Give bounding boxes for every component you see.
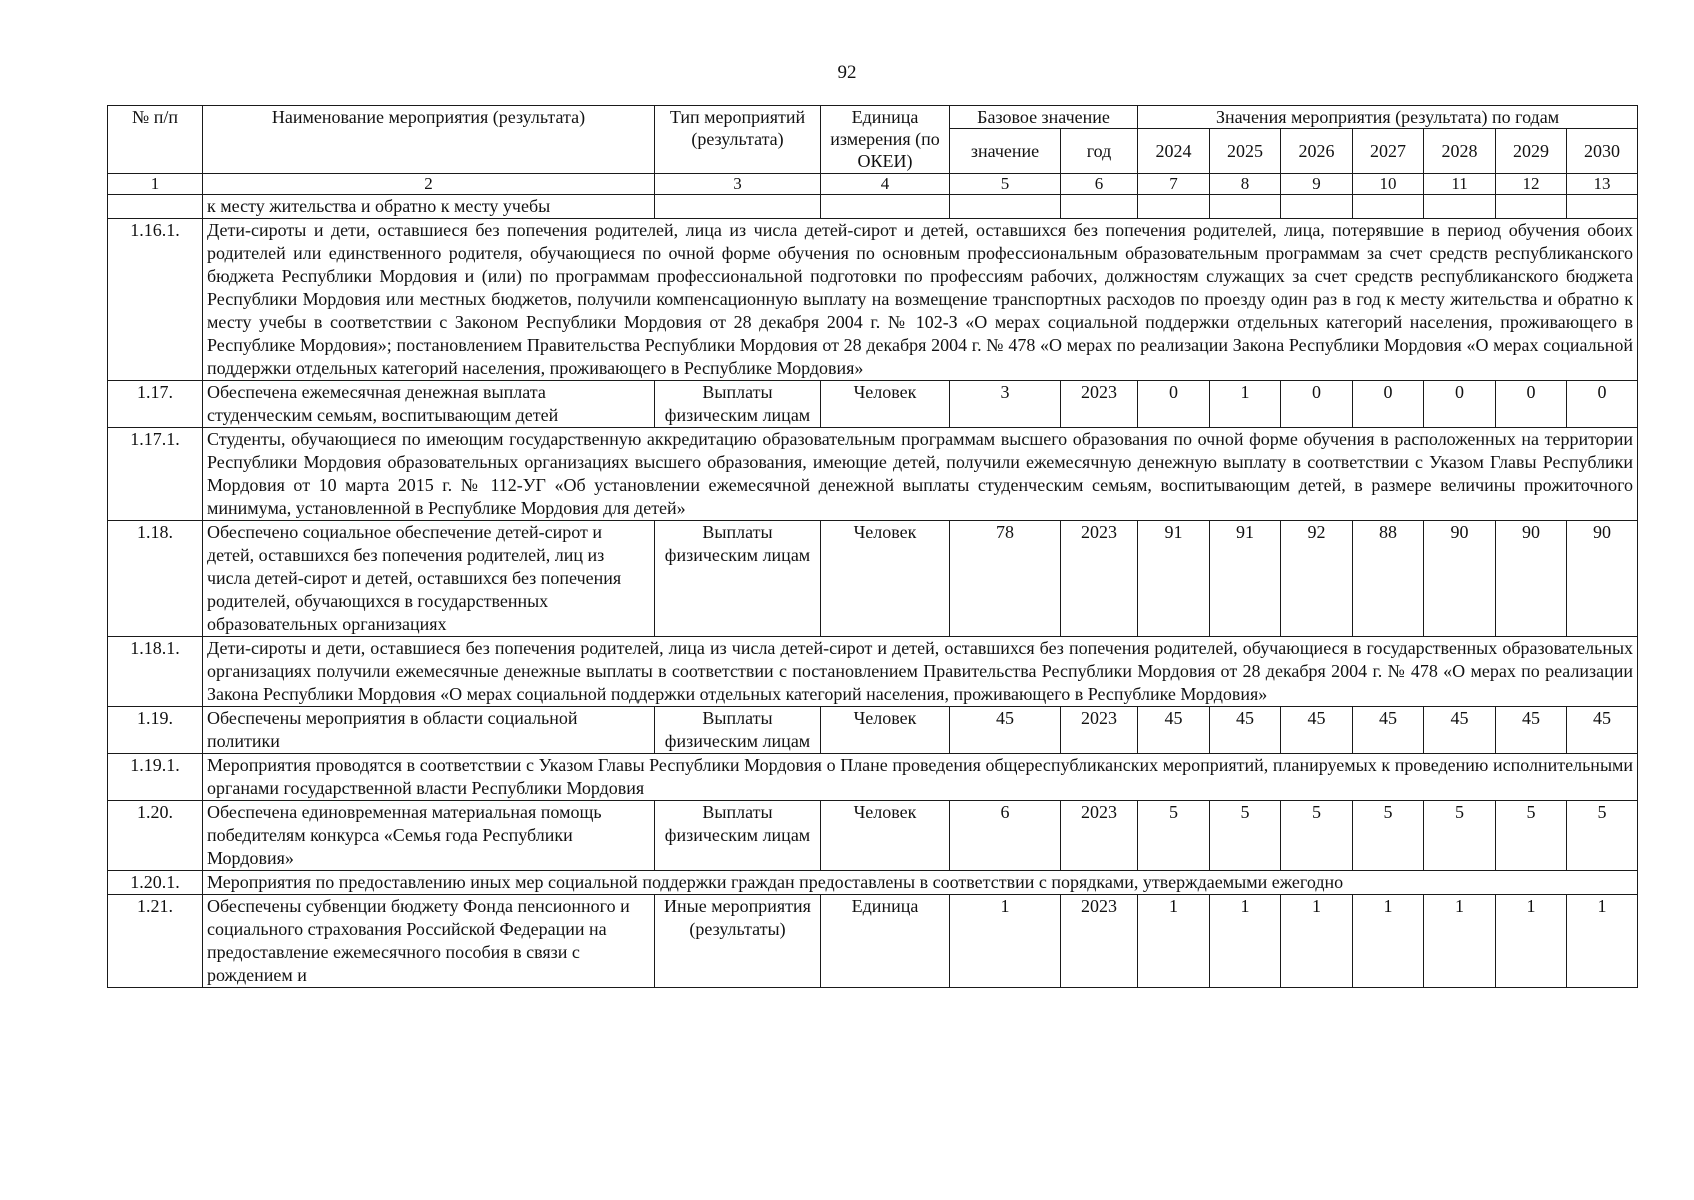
value-2025: 91 [1210, 521, 1281, 637]
value-2028: 45 [1424, 707, 1496, 754]
column-numbers-row [108, 174, 1638, 195]
base-year: 2023 [1061, 707, 1138, 754]
row-number: 1.19.1. [108, 754, 203, 801]
page-number: 92 [837, 62, 857, 83]
value-2025: 1 [1210, 381, 1281, 428]
header-year-2030: 2030 [1567, 129, 1638, 174]
value-2027: 0 [1353, 381, 1424, 428]
measure-name: Обеспечена единовременная материальная помощь победителям конкурса «Семья года Республики Мордовия» [203, 801, 655, 871]
value-2029: 45 [1496, 707, 1567, 754]
table-row-measure [108, 521, 1638, 637]
value-2028: 0 [1424, 381, 1496, 428]
base-value: 78 [950, 521, 1061, 637]
value-2030: 90 [1567, 521, 1638, 637]
row-description: Дети-сироты и дети, оставшиеся без попечения родителей, лица из числа детей-сирот и детей, оставшихся без попечения родителей, обучающиеся в государственных образовательных организациях получили ежемесячные денежные выплаты в соответствии с постановлением Правительства Республики Мордовия от 28 декабря 2004 г. № 478 «О мерах по реализации Закона Республики Мордовия «О мерах социальной поддержки отдельных категорий населения, проживающего в Республике Мордовия» [203, 637, 1638, 707]
value-2024: 91 [1138, 521, 1210, 637]
header-year-2026: 2026 [1281, 129, 1353, 174]
row-number: 1.21. [108, 895, 203, 988]
table-row-measure [108, 707, 1638, 754]
column-number: 9 [1281, 174, 1353, 195]
base-value: 1 [950, 895, 1061, 988]
value-2024: 5 [1138, 801, 1210, 871]
measures-table [107, 105, 1638, 988]
header-type: Тип мероприятий (результата) [655, 106, 821, 174]
value-2024: 45 [1138, 707, 1210, 754]
base-year: 2023 [1061, 521, 1138, 637]
base-year: 2023 [1061, 381, 1138, 428]
value-2030: 1 [1567, 895, 1638, 988]
row-description: Студенты, обучающиеся по имеющим государственную аккредитацию образовательным программам высшего образования по очной форме обучения в расположенных на территории Республики Мордовия образовательных организациях высшего образования, имеющие детей, получили ежемесячную денежную выплату в соответствии с Указом Главы Республики Мордовия от 10 марта 2015 г. № 112-УГ «Об установлении ежемесячной денежной выплаты студенческим семьям, воспитывающим детей, в размере величины прожиточного минимума, установленной в Республике Мордовия для детей» [203, 428, 1638, 521]
row-number: 1.18. [108, 521, 203, 637]
table-row-description [108, 871, 1638, 895]
base-year: 2023 [1061, 895, 1138, 988]
header-year-2024: 2024 [1138, 129, 1210, 174]
column-number: 1 [108, 174, 203, 195]
value-2029: 1 [1496, 895, 1567, 988]
column-number: 7 [1138, 174, 1210, 195]
value-2028: 5 [1424, 801, 1496, 871]
table-row-measure [108, 895, 1638, 988]
column-number: 5 [950, 174, 1061, 195]
value-2026: 92 [1281, 521, 1353, 637]
measure-type: Выплаты физическим лицам [655, 521, 821, 637]
column-number: 4 [821, 174, 950, 195]
value-2025: 45 [1210, 707, 1281, 754]
measure-unit: Человек [821, 801, 950, 871]
column-number: 13 [1567, 174, 1638, 195]
value-2027: 5 [1353, 801, 1424, 871]
row-description: Мероприятия проводятся в соответствии с Указом Главы Республики Мордовия о Плане проведения общереспубликанских мероприятий, планируемых к проведению исполнительными органами государственной власти Республики Мордовия [203, 754, 1638, 801]
value-2027: 45 [1353, 707, 1424, 754]
base-value: 45 [950, 707, 1061, 754]
value-2026: 0 [1281, 381, 1353, 428]
column-number: 2 [203, 174, 655, 195]
row-name-cell: к месту жительства и обратно к месту учебы [203, 195, 655, 219]
measure-name: Обеспечены мероприятия в области социальной политики [203, 707, 655, 754]
row-number: 1.17.1. [108, 428, 203, 521]
value-2030: 5 [1567, 801, 1638, 871]
value-2029: 5 [1496, 801, 1567, 871]
header-year-2029: 2029 [1496, 129, 1567, 174]
header-year-2028: 2028 [1424, 129, 1496, 174]
value-2029: 0 [1496, 381, 1567, 428]
row-number: 1.17. [108, 381, 203, 428]
value-2026: 45 [1281, 707, 1353, 754]
measure-unit: Человек [821, 707, 950, 754]
value-2027: 88 [1353, 521, 1424, 637]
table-row-description [108, 428, 1638, 521]
value-2024: 1 [1138, 895, 1210, 988]
header-values: Значения мероприятия (результата) по годам [1138, 106, 1638, 129]
value-2030: 0 [1567, 381, 1638, 428]
value-2028: 90 [1424, 521, 1496, 637]
base-year: 2023 [1061, 801, 1138, 871]
measure-name: Обеспечено социальное обеспечение детей-сирот и детей, оставшихся без попечения родителей, лиц из числа детей-сирот и детей, оставшихся без попечения родителей, обучающихся в государственных образовательных организациях [203, 521, 655, 637]
row-number: 1.18.1. [108, 637, 203, 707]
table-row-description [108, 219, 1638, 381]
measure-name: Обеспечена ежемесячная денежная выплата студенческим семьям, воспитывающим детей [203, 381, 655, 428]
value-2027: 1 [1353, 895, 1424, 988]
measure-unit: Человек [821, 521, 950, 637]
row-description: Дети-сироты и дети, оставшиеся без попечения родителей, лица из числа детей-сирот и детей, оставшихся без попечения родителей, лица, потерявшие в период обучения обоих родителей или единственного родителя, обучающиеся по очной форме обучения по основным профессиональным образовательным программам за счет средств республиканского бюджета Республики Мордовия и (или) по программам профессиональной подготовки по профессиям рабочих, должностям служащих за счет средств республиканского бюджета Республики Мордовия или местных бюджетов, получили компенсационную выплату на возмещение транспортных расходов по проезду один раз в год к месту жительства и обратно к месту учебы в соответствии с Законом Республики Мордовия от 28 декабря 2004 г. № 102-З «О мерах социальной поддержки отдельных категорий населения, проживающего в Республике Мордовия»; постановлением Правительства Республики Мордовия от 28 декабря 2004 г. № 478 «О мерах по реализации Закона Республики Мордовия «О мерах социальной поддержки отдельных категорий населения, проживающего в Республике Мордовия» [203, 219, 1638, 381]
base-value: 6 [950, 801, 1061, 871]
column-number: 6 [1061, 174, 1138, 195]
header-unit: Единица измерения (по ОКЕИ) [821, 106, 950, 174]
value-2028: 1 [1424, 895, 1496, 988]
measure-name: Обеспечены субвенции бюджету Фонда пенсионного и социального страхования Российской Федерации на предоставление ежемесячного пособия в связи с рождением и [203, 895, 655, 988]
value-2025: 5 [1210, 801, 1281, 871]
row-number: 1.16.1. [108, 219, 203, 381]
header-row-1 [108, 106, 1638, 129]
header-num: № п/п [108, 106, 203, 174]
measure-type: Иные мероприятия (результаты) [655, 895, 821, 988]
table-row-measure [108, 801, 1638, 871]
table-row-description [108, 754, 1638, 801]
column-number: 10 [1353, 174, 1424, 195]
row-number: 1.20. [108, 801, 203, 871]
column-number: 11 [1424, 174, 1496, 195]
value-2026: 5 [1281, 801, 1353, 871]
table-row-continuation [108, 195, 1638, 219]
header-base-year: год [1061, 129, 1138, 174]
value-2030: 45 [1567, 707, 1638, 754]
value-2026: 1 [1281, 895, 1353, 988]
header-name: Наименование мероприятия (результата) [203, 106, 655, 174]
column-number: 8 [1210, 174, 1281, 195]
base-value: 3 [950, 381, 1061, 428]
value-2024: 0 [1138, 381, 1210, 428]
header-base-value: значение [950, 129, 1061, 174]
measure-type: Выплаты физическим лицам [655, 381, 821, 428]
value-2029: 90 [1496, 521, 1567, 637]
measure-type: Выплаты физическим лицам [655, 707, 821, 754]
header-year-2025: 2025 [1210, 129, 1281, 174]
table-row-description [108, 637, 1638, 707]
row-number: 1.19. [108, 707, 203, 754]
row-number: 1.20.1. [108, 871, 203, 895]
column-number: 3 [655, 174, 821, 195]
header-year-2027: 2027 [1353, 129, 1424, 174]
measure-unit: Человек [821, 381, 950, 428]
table-row-measure [108, 381, 1638, 428]
measure-type: Выплаты физическим лицам [655, 801, 821, 871]
row-num-cell [108, 195, 203, 219]
header-base: Базовое значение [950, 106, 1138, 129]
column-number: 12 [1496, 174, 1567, 195]
value-2025: 1 [1210, 895, 1281, 988]
row-description: Мероприятия по предоставлению иных мер социальной поддержки граждан предоставлены в соответствии с порядками, утверждаемыми ежегодно [203, 871, 1638, 895]
measure-unit: Единица [821, 895, 950, 988]
